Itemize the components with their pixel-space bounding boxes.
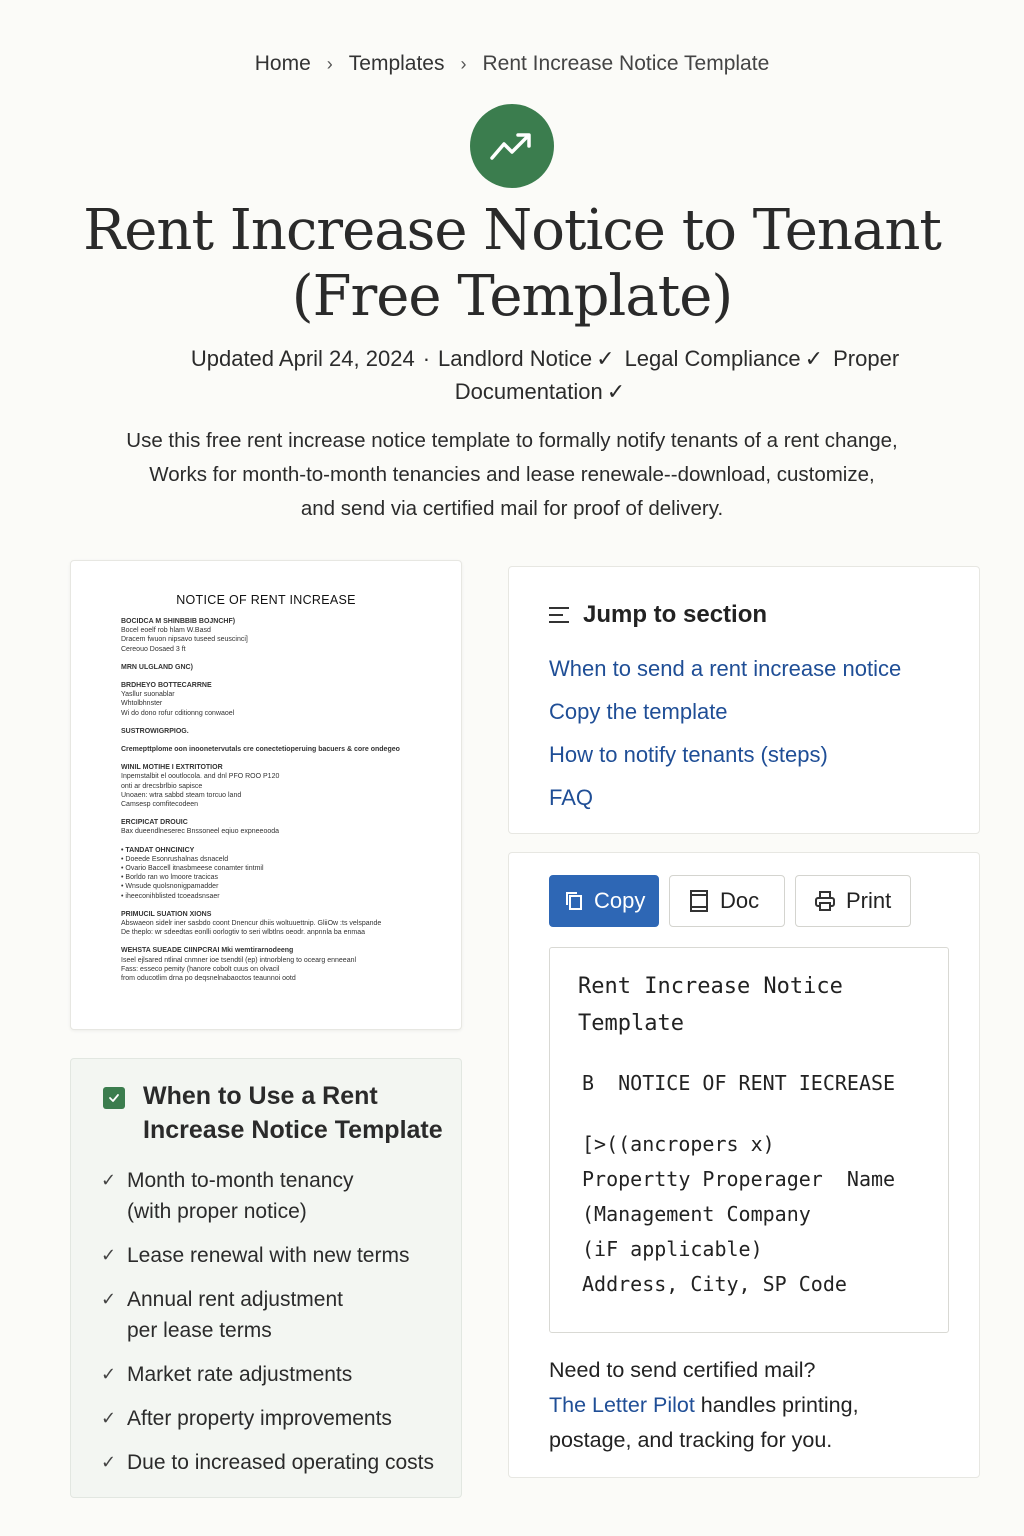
list-item-line: After property improvements: [127, 1407, 392, 1430]
preview-line: • Ovario Baccell itnasbmeese conamter tintmil: [121, 865, 264, 873]
copy-button-label: Copy: [594, 888, 646, 913]
page-meta: [150, 342, 940, 408]
template-tools: [508, 852, 980, 1478]
preview-line: • TANDAT OHNCINICY: [121, 846, 195, 854]
jump-heading: [549, 601, 767, 629]
preview-block: [121, 763, 421, 809]
checkbox-icon: [103, 1087, 125, 1109]
copy-icon: [564, 890, 584, 912]
promo-question: Need to send certified mail?: [549, 1358, 816, 1382]
preview-line: Dracem fwuon nipsavo tuseed seuscinci]: [121, 636, 248, 644]
preview-line: from oducotlim drna po deqsnelnabaoctos teaunnoi ootd: [121, 975, 296, 983]
preview-line: BOCIDCA M SHINBBIB BOJNCHF): [121, 618, 236, 625]
preview-line: Wi do dono rofur cditionng conwaoel: [121, 709, 235, 717]
preview-line: Fass: esseco pemity (hanore cobolt cuus on olvacil: [121, 965, 280, 973]
preview-line: • Wnsude quolsnonigpamadder: [121, 883, 219, 891]
preview-block: [121, 910, 421, 938]
check-icon: ✓: [101, 1364, 117, 1384]
toolbar: [549, 875, 911, 927]
intro-line: Works for month-to-month tenancies and lease renewale--download, customize,: [149, 463, 875, 486]
preview-line: WINIL MOTIHE I EXTRITOTIOR: [121, 764, 223, 772]
chevron-right-icon: ›: [326, 53, 333, 74]
jump-links: [549, 647, 901, 819]
print-button[interactable]: [795, 875, 911, 927]
preview-line: Unoaen: wtra sabbd steam torcuo land: [121, 791, 242, 799]
list-item-line: Annual rent adjustment: [127, 1288, 343, 1311]
breadcrumb: [0, 52, 1024, 76]
badge-proper-documentation: Proper Documentation: [454, 346, 900, 404]
preview-line: Cereouo Dosaed 3 ft: [121, 645, 186, 653]
page-title-line1: Rent Increase Notice to Tenant: [83, 198, 941, 263]
code-line: (iF applicable): [582, 1237, 763, 1261]
badge-legal-compliance: Legal Compliance: [624, 346, 801, 371]
preview-line: Inpemstalbit el ooutlocola. and dnl PFO ROO P120: [121, 773, 280, 781]
letter-pilot-link[interactable]: The Letter Pilot: [549, 1393, 695, 1417]
preview-line: • Doeede Esonrushalnas dsnaceld: [121, 855, 229, 863]
list-item: [101, 1403, 451, 1434]
preview-line: onti ar drecsbrlbio sapisce: [121, 782, 203, 790]
document-preview: [70, 560, 462, 1030]
preview-line: Bocel eoelf rob hlam W.Basd: [121, 627, 211, 635]
check-icon: ✓: [101, 1245, 117, 1265]
code-line: B NOTICE OF RENT IECREASE: [582, 1071, 896, 1095]
preview-line: Cremepttplome oon inoonetervutals cre conectetioperuing bacuers & core ondegeo: [121, 746, 400, 754]
meta-dot: ·: [422, 346, 431, 371]
copy-button[interactable]: [549, 875, 659, 927]
jump-link-copy-template[interactable]: Copy the template: [549, 699, 728, 724]
preview-block: [121, 745, 421, 754]
preview-line: Abswaeon sidelr iner sasbdo coont Dnencur dhiis woltuuettnip. GliiOw :ts velspande: [121, 920, 382, 928]
preview-line: WEHSTA SUEADE CIINPCRAI Mki wemtirarnodeeng: [121, 947, 294, 955]
list-item-text: [127, 1403, 392, 1434]
preview-line: Yasllur suonablar: [121, 691, 175, 699]
code-line: Propertty Properager Name: [582, 1167, 896, 1191]
preview-block: [121, 617, 421, 654]
breadcrumb-home[interactable]: Home: [254, 52, 311, 75]
jump-to-section: [508, 566, 980, 834]
list-item-text: [127, 1240, 409, 1271]
template-code-box[interactable]: [549, 947, 949, 1333]
preview-line: Bax dueendlneserec Bnssoneel eqiuo expneeooda: [121, 828, 280, 836]
printer-icon: [814, 890, 836, 912]
certified-mail-promo: [549, 1353, 969, 1458]
preview-block: [121, 663, 421, 672]
intro-text: [80, 424, 944, 526]
page-title-line2: (Free Template): [291, 264, 733, 329]
document-icon: [688, 889, 710, 913]
jump-heading-text: Jump to section: [583, 601, 768, 628]
list-item-line: Month to-month tenancy: [127, 1169, 354, 1192]
when-list: [101, 1165, 451, 1491]
check-icon: ✓: [101, 1408, 117, 1428]
list-item-text: [127, 1165, 353, 1227]
check-icon: ✓: [101, 1452, 117, 1472]
preview-body: [121, 617, 421, 992]
preview-block: [121, 681, 421, 718]
check-icon: ✓: [596, 346, 615, 371]
when-heading: [103, 1079, 443, 1147]
breadcrumb-current: Rent Increase Notice Template: [482, 52, 770, 75]
preview-block: [121, 946, 421, 983]
list-item-text: [127, 1447, 434, 1478]
chevron-right-icon: ›: [460, 53, 467, 74]
preview-line: ERCIPICAT DROUIC: [121, 819, 188, 827]
intro-line: and send via certified mail for proof of delivery.: [300, 497, 724, 520]
list-item-line: Due to increased operating costs: [127, 1451, 435, 1474]
list-item-line: Lease renewal with new terms: [127, 1244, 410, 1267]
promo-text: handles printing,: [694, 1393, 859, 1417]
list-item: [101, 1165, 451, 1227]
code-title: [578, 968, 843, 1042]
trending-up-icon: [470, 104, 554, 188]
preview-block: [121, 727, 421, 736]
preview-line: BRDHEYO BOTTECARRNE: [121, 682, 212, 690]
check-icon: ✓: [101, 1289, 117, 1309]
list-icon: [549, 602, 571, 628]
preview-line: SUSTROWIGRPIOG.: [121, 727, 189, 735]
list-item: [101, 1240, 451, 1271]
preview-line: PRIMUCIL SUATION XIONS: [121, 910, 212, 918]
preview-line: • Borldo ran wo lmoore tracicas: [121, 874, 218, 882]
doc-button[interactable]: [669, 875, 785, 927]
intro-line: Use this free rent increase notice template to formally notify tenants of a rent change,: [126, 429, 898, 452]
check-icon: ✓: [804, 346, 824, 371]
check-icon: ✓: [101, 1170, 117, 1190]
preview-line: Iseel ejlsared ntlinal cnmner ioe tsendtil (ep) intnorbleng to ocearg enneeanl: [121, 956, 357, 964]
list-item: [101, 1284, 451, 1346]
preview-line: Whtolbhnster: [121, 700, 163, 708]
preview-line: Camsesp comfitecodeen: [121, 801, 199, 809]
print-button-label: Print: [846, 888, 892, 913]
code-lines: [582, 1066, 895, 1302]
list-item-line: per lease terms: [127, 1319, 272, 1342]
preview-block: [121, 818, 421, 836]
code-title-line: Rent Increase Notice: [578, 974, 843, 999]
breadcrumb-templates[interactable]: Templates: [348, 52, 445, 75]
jump-link-how-to-notify[interactable]: How to notify tenants (steps): [549, 742, 828, 767]
code-line: [>((ancropers x): [582, 1132, 775, 1156]
list-item: [101, 1359, 451, 1390]
when-to-use-card: [70, 1058, 462, 1498]
updated-date: Updated April 24, 2024: [190, 346, 415, 371]
preview-line: • iheeconihblisted tcoeadsnsaer: [121, 892, 220, 900]
list-item: [101, 1447, 451, 1478]
code-line: (Management Company: [582, 1202, 811, 1226]
page-title: [60, 198, 964, 330]
doc-button-label: Doc: [720, 888, 760, 913]
list-item-line: Market rate adjustments: [127, 1363, 353, 1386]
check-icon: ✓: [606, 379, 626, 404]
list-item-line: (with proper notice): [127, 1200, 307, 1223]
preview-line: MRN ULGLAND GNC): [121, 663, 193, 671]
when-title: When to Use a Rent Increase Notice Template: [143, 1082, 443, 1144]
code-title-line: Template: [578, 1011, 684, 1036]
preview-title: NOTICE OF RENT INCREASE: [176, 593, 356, 607]
promo-text: postage, and tracking for you.: [549, 1428, 833, 1452]
badge-landlord-notice: Landlord Notice: [438, 346, 593, 371]
preview-block: [121, 846, 421, 901]
jump-link-when-to-send[interactable]: When to send a rent increase notice: [549, 656, 902, 681]
list-item-text: [127, 1359, 352, 1390]
list-item-text: [127, 1284, 343, 1346]
preview-line: De theplo: wr sdeedtas eonlli oorlogtiv to seri wlbtlns oeodr. anpnnla ba enmaa: [121, 929, 365, 937]
jump-link-faq[interactable]: FAQ: [549, 785, 594, 810]
code-line: Address, City, SP Code: [582, 1272, 847, 1296]
